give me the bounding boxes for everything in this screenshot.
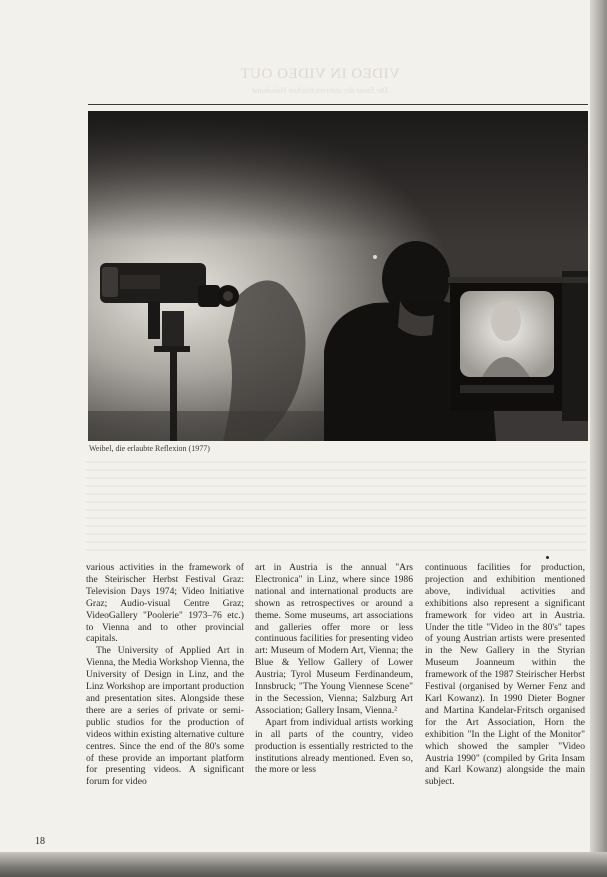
photo-artwork [88, 111, 588, 441]
paragraph: art in Austria is the annual "Ars Electronica" in Linz, where since 1986 national and international products are shown as retrospectives or around a theme. Some museums, art associations and galleries offer more or less continuous facilities for presenting video art: Museum of Modern Art, Vienna; the Blue & Yellow Gallery of Lower Austria; Tyrol Museum Ferdinandeum, Innsbruck; "The Young Viennese Scene" in the Secession, Vienna; Salzburg Art Association; Gallery Insam, Vienna.² [255, 562, 413, 716]
text-column-3 [425, 562, 585, 788]
photograph [88, 111, 588, 441]
scanner-edge-right [590, 0, 607, 852]
show-through-text [86, 455, 586, 555]
figure-caption: Weibel, die erlaubte Reflexion (1977) [89, 444, 210, 453]
scanner-edge-bottom [0, 852, 607, 877]
show-through-title: VIDEO IN VIDEO OUT [240, 66, 400, 82]
text-column-1 [86, 562, 244, 788]
header-rule [88, 104, 588, 105]
page-number: 18 [35, 836, 45, 847]
paragraph: various activities in the framework of the Steirischer Herbst Festival Graz: Television Days 1974; Video Initiative Graz; Audio-visual Centre Graz; VideoGallery "Poolerie" 1973–76 etc.) to Vienna and to other provincial capitals. [86, 562, 244, 645]
paragraph: The University of Applied Art in Vienna, the Media Workshop Vienna, the University of Design in Linz, and the Linz Workshop are important production and presentation sites. Alongside these there are a series of private or semi-public studios for the production of videos within existing alternative culture centres. Since the end of the 80's some of these provide an important platform for presenting videos. A significant forum for video [86, 645, 244, 788]
paragraph: continuous facilities for production, projection and exhibition mentioned above, individual activities and exhibitions also represent a significant framework for video art in Austria. Under the title "Video in the 80's" tapes of young Austrian artists were presented in the New Gallery in the Styrian Museum Joanneum within the framework of the 1987 Steirischer Herbst Festival (organised by Werner Fenz and Karl Kowanz). In 1990 Dieter Bogner and Martina Kandelar-Fritsch organised for the Art Association, Horn the exhibition "In the Light of the Monitor" which showed the sampler "Video Austria 1990" (compiled by Grita Insam and Karl Kowanz) alongside the main subject. [425, 562, 585, 788]
show-through-subtitle: Die Szene der österreichischen Videokunst [252, 86, 388, 95]
paragraph: Apart from individual artists working in all parts of the country, video production is essentially restricted to the institutions already mentioned. Even so, the more or less [255, 716, 413, 776]
text-column-2 [255, 562, 413, 776]
speck [546, 556, 549, 559]
